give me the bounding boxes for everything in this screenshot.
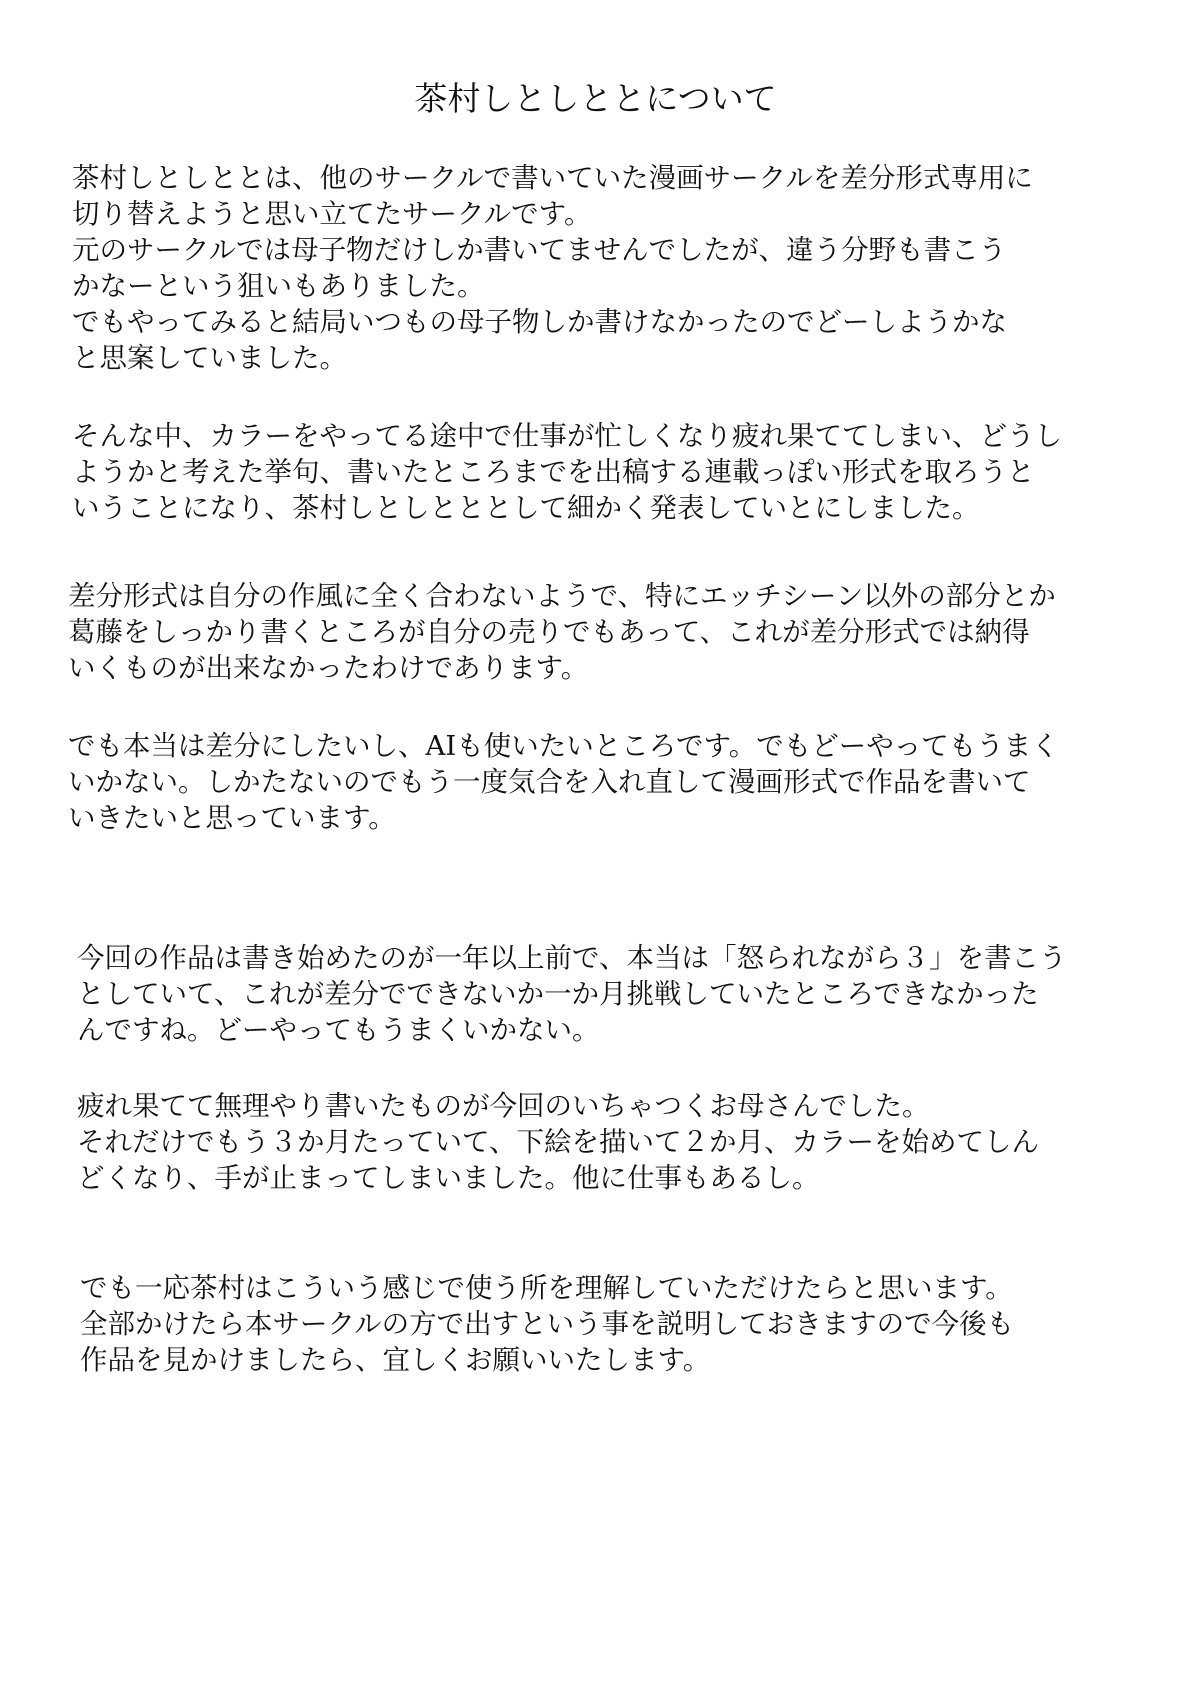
text-line: でも一応茶村はこういう感じで使う所を理解していただけたらと思います。 xyxy=(80,1272,1013,1304)
text-line: でもやってみると結局いつもの母子物しか書けなかったのでどーしようかな xyxy=(72,306,1007,338)
text-line: いかない。しかたないのでもう一度気合を入れ直して漫画形式で作品を書いて xyxy=(68,766,1031,798)
text-line: どくなり、手が止まってしまいました。他に仕事もあるし。 xyxy=(77,1162,820,1194)
text-line: んですね。どーやってもうまくいかない。 xyxy=(77,1014,600,1046)
text-line: でも本当は差分にしたいし、AIも使いたいところです。でもどーやってもうまく xyxy=(68,730,1059,762)
text-line: かなーという狙いもありました。 xyxy=(72,270,485,302)
text-line: 今回の作品は書き始めたのが一年以上前で、本当は「怒られながら３」を書こう xyxy=(77,942,1067,974)
text-line: としていて、これが差分でできないか一か月挑戦していたところできなかった xyxy=(77,978,1039,1010)
paragraph-2 xyxy=(72,418,1062,526)
text-line: それだけでもう３か月たっていて、下絵を描いて２か月、カラーを始めてしん xyxy=(77,1126,1039,1158)
paragraph-5 xyxy=(77,940,1066,1048)
text-line: と思案していました。 xyxy=(72,342,347,374)
text-line: ようかと考えた挙句、書いたところまでを出稿する連載っぽい形式を取ろうと xyxy=(72,456,1035,488)
text-line: 葛藤をしっかり書くところが自分の売りでもあって、これが差分形式では納得 xyxy=(68,616,1030,648)
text-line: いうことになり、茶村しとしとととして細かく発表していとにしました。 xyxy=(72,492,980,524)
text-line: 疲れ果てて無理やり書いたものが今回のいちゃつくお母さんでした。 xyxy=(77,1090,930,1122)
text-line: 元のサークルでは母子物だけしか書いてませんでしたが、違う分野も書こう xyxy=(72,234,1007,266)
page-title: 茶村しとしととについて xyxy=(414,79,777,118)
text-line: 茶村しとしととは、他のサークルで書いていた漫画サークルを差分形式専用に xyxy=(72,162,1033,194)
paragraph-3 xyxy=(68,578,1056,686)
paragraph-1 xyxy=(72,160,1033,376)
text-line: そんな中、カラーをやってる途中で仕事が忙しくなり疲れ果ててしまい、どうし xyxy=(72,420,1062,452)
paragraph-4 xyxy=(68,728,1059,836)
text-line: 差分形式は自分の作風に全く合わないようで、特にエッチシーン以外の部分とか xyxy=(68,580,1056,612)
paragraph-7 xyxy=(80,1270,1014,1378)
text-line: 作品を見かけましたら、宜しくお願いいたします。 xyxy=(80,1344,711,1376)
paragraph-6 xyxy=(77,1088,1039,1196)
text-line: いくものが出来なかったわけであります。 xyxy=(68,652,589,684)
text-line: いきたいと思っています。 xyxy=(68,802,396,834)
text-line: 切り替えようと思い立てたサークルです。 xyxy=(72,198,592,230)
text-line: 全部かけたら本サークルの方で出すという事を説明しておきますので今後も xyxy=(80,1308,1015,1340)
